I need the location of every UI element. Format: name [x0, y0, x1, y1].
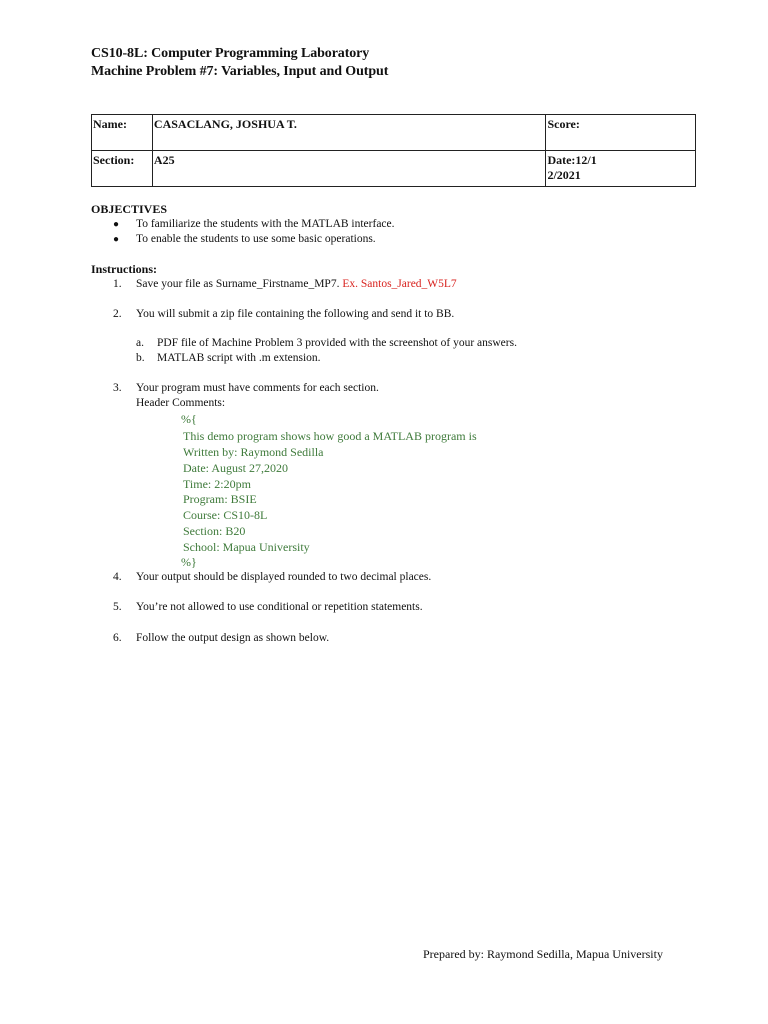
item-number: 3.	[113, 382, 122, 394]
info-row-name	[92, 115, 696, 151]
sub-item-letter: b.	[136, 352, 145, 364]
instruction-item-2: You will submit a zip file containing the following and send it to BB.	[136, 308, 455, 320]
student-info-table	[91, 114, 696, 187]
course-title: CS10-8L: Computer Programming Laboratory	[91, 46, 370, 61]
comment-line: Course: CS10-8L	[183, 508, 268, 522]
objective-item: To enable the students to use some basic operations.	[136, 233, 376, 245]
sub-item: MATLAB script with .m extension.	[157, 352, 321, 364]
instruction-item-3: Your program must have comments for each section.	[136, 382, 379, 394]
header-comments-label: Header Comments:	[136, 397, 226, 409]
item-number: 5.	[113, 601, 122, 613]
section-value: A25	[152, 151, 546, 187]
comment-line: Written by: Raymond Sedilla	[183, 445, 324, 459]
item-number: 6.	[113, 632, 122, 644]
instruction-item-6: Follow the output design as shown below.	[136, 632, 330, 644]
instruction-item-4: Your output should be displayed rounded to two decimal places.	[136, 571, 432, 583]
item-number: 2.	[113, 308, 122, 320]
date-cell	[546, 151, 696, 187]
date-line-1: Date:12/1	[547, 153, 597, 167]
prepared-by-footer: Prepared by: Raymond Sedilla, Mapua University	[423, 947, 663, 961]
sub-item: PDF file of Machine Problem 3 provided with the screenshot of your answers.	[157, 337, 517, 349]
score-label: Score:	[546, 115, 696, 151]
comment-line: Section: B20	[183, 524, 246, 538]
info-row-section	[92, 151, 696, 187]
item-number: 1.	[113, 278, 122, 290]
name-value: CASACLANG, JOSHUA T.	[152, 115, 546, 151]
section-label: Section:	[92, 151, 153, 187]
objective-item: To familiarize the students with the MATLAB interface.	[136, 218, 395, 230]
instruction-text: Save your file as Surname_Firstname_MP7.	[136, 278, 340, 290]
filename-example: Ex. Santos_Jared_W5L7	[342, 278, 457, 290]
machine-problem-title: Machine Problem #7: Variables, Input and Output	[91, 64, 389, 79]
bullet-icon: ●	[113, 234, 120, 245]
comment-line: Date: August 27,2020	[183, 461, 288, 475]
comment-line: This demo program shows how good a MATLAB program is	[183, 429, 477, 443]
date-line-2: 2/2021	[547, 168, 581, 182]
name-label: Name:	[92, 115, 153, 151]
comment-line: %{	[181, 412, 197, 426]
sub-item-letter: a.	[136, 337, 144, 349]
item-number: 4.	[113, 571, 122, 583]
comment-line: Time: 2:20pm	[183, 477, 251, 491]
instruction-item-1	[136, 278, 457, 290]
comment-line: Program: BSIE	[183, 492, 257, 506]
objectives-heading: OBJECTIVES	[91, 202, 168, 216]
comment-line: School: Mapua University	[183, 540, 310, 554]
bullet-icon: ●	[113, 219, 120, 230]
instruction-item-5: You’re not allowed to use conditional or repetition statements.	[136, 601, 423, 613]
comment-line: %}	[181, 555, 197, 569]
instructions-heading: Instructions:	[91, 262, 158, 276]
